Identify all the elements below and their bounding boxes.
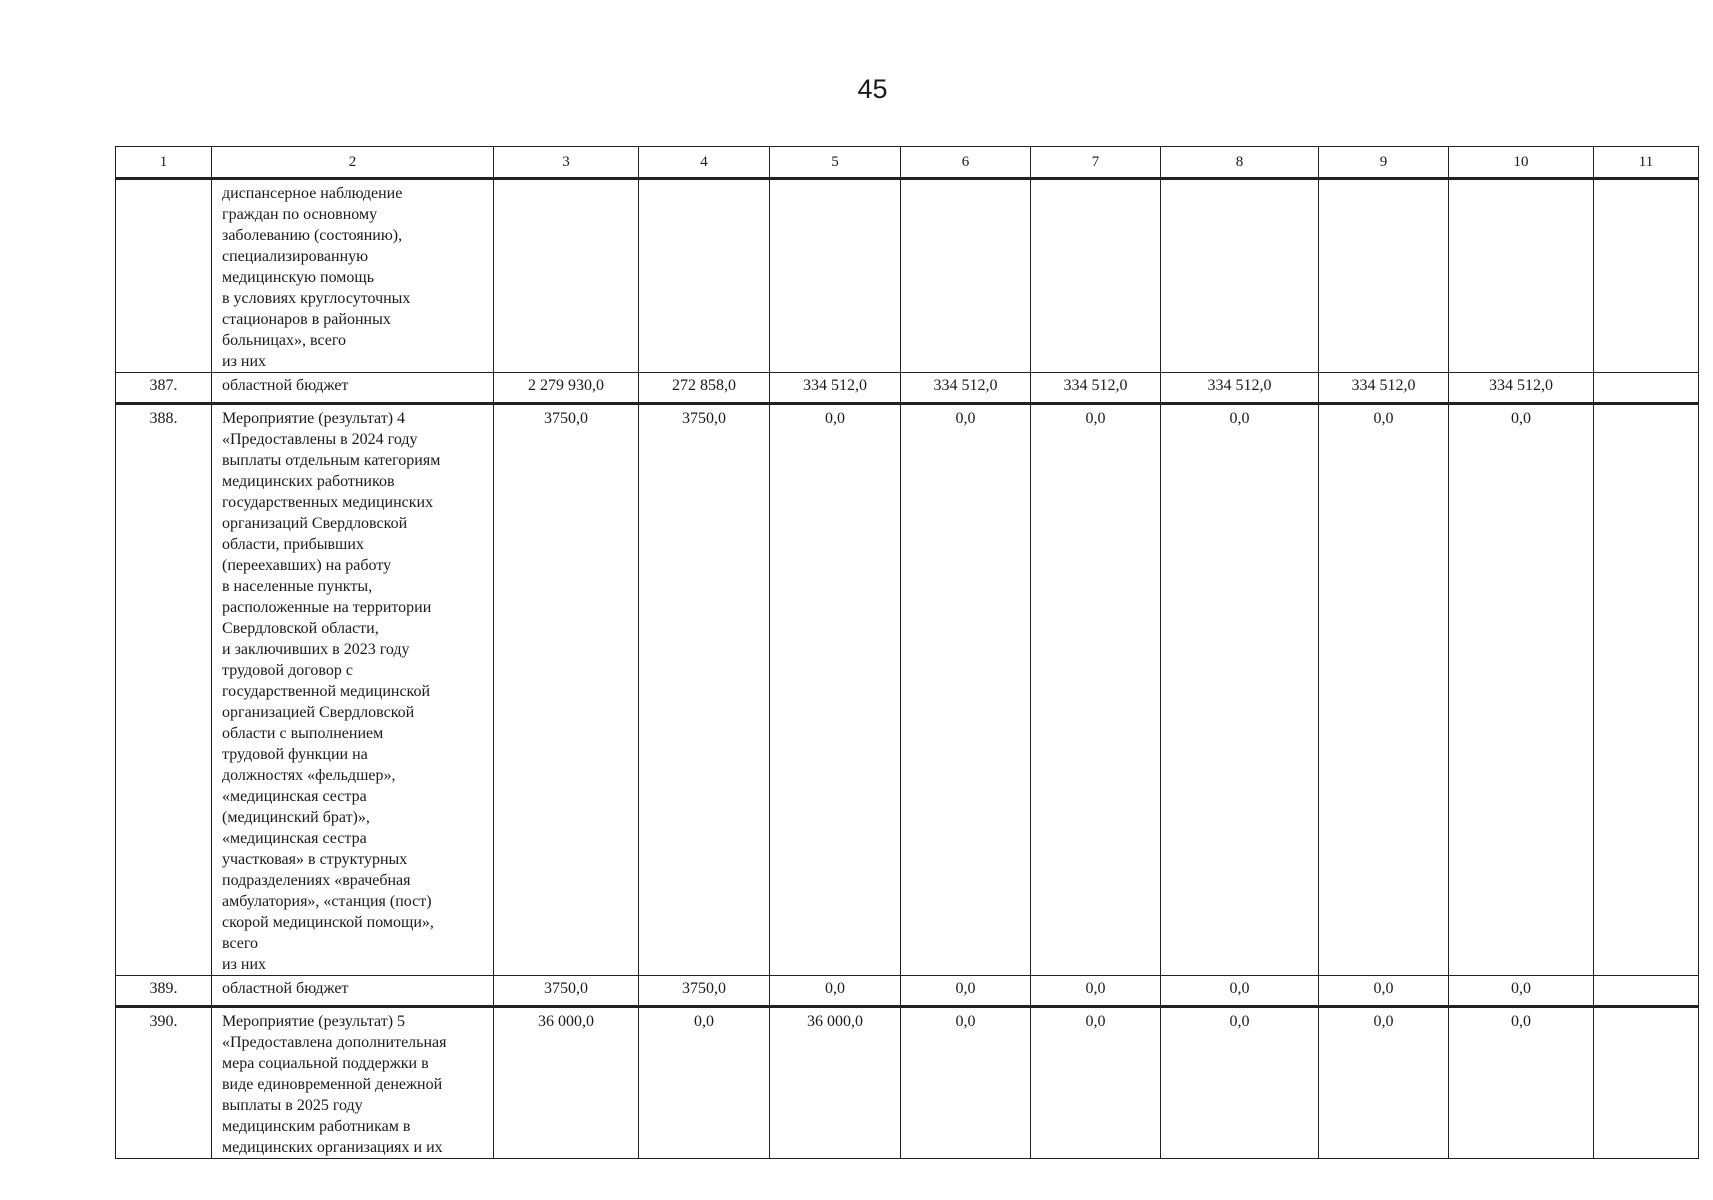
value-cell: 3750,0: [639, 404, 770, 976]
value-cell: 0,0: [1031, 404, 1161, 976]
row-number: [116, 179, 212, 373]
value-cell: 334 512,0: [1031, 373, 1161, 404]
value-cell: 334 512,0: [901, 373, 1031, 404]
value-cell: [494, 179, 639, 373]
row-number: 388.: [116, 404, 212, 976]
table-row: [116, 404, 1699, 976]
value-cell: 334 512,0: [770, 373, 901, 404]
row-number: 387.: [116, 373, 212, 404]
column-header: 10: [1449, 147, 1594, 179]
value-cell: [1449, 179, 1594, 373]
column-header: 6: [901, 147, 1031, 179]
value-cell: 0,0: [1449, 976, 1594, 1007]
value-cell: [639, 179, 770, 373]
value-cell: [1161, 179, 1319, 373]
value-cell: [1594, 1007, 1699, 1159]
column-header: 7: [1031, 147, 1161, 179]
value-cell: 0,0: [1449, 1007, 1594, 1159]
value-cell: 3750,0: [494, 404, 639, 976]
value-cell: [1031, 179, 1161, 373]
row-description: диспансерное наблюдение граждан по основному заболеванию (состоянию), специализированную медицинскую помощь в условиях круглосуточных стационаров в районных больницах», всего из них: [212, 179, 494, 373]
page-number: 45: [857, 74, 888, 104]
value-cell: 0,0: [1319, 976, 1449, 1007]
row-number: 390.: [116, 1007, 212, 1159]
value-cell: [1319, 179, 1449, 373]
value-cell: 272 858,0: [639, 373, 770, 404]
column-header: 11: [1594, 147, 1699, 179]
value-cell: [901, 179, 1031, 373]
value-cell: [770, 179, 901, 373]
table-row: [116, 1007, 1699, 1159]
column-header: 1: [116, 147, 212, 179]
value-cell: 0,0: [1031, 1007, 1161, 1159]
value-cell: 0,0: [901, 976, 1031, 1007]
row-description: областной бюджет: [212, 976, 494, 1007]
column-header: 5: [770, 147, 901, 179]
value-cell: 0,0: [1319, 1007, 1449, 1159]
value-cell: [1594, 179, 1699, 373]
value-cell: 0,0: [901, 404, 1031, 976]
value-cell: 0,0: [1031, 976, 1161, 1007]
table-row: [116, 976, 1699, 1007]
value-cell: 36 000,0: [494, 1007, 639, 1159]
value-cell: 0,0: [1161, 1007, 1319, 1159]
column-header: 3: [494, 147, 639, 179]
value-cell: 0,0: [901, 1007, 1031, 1159]
value-cell: 0,0: [770, 404, 901, 976]
value-cell: 0,0: [770, 976, 901, 1007]
column-header: 8: [1161, 147, 1319, 179]
value-cell: 334 512,0: [1161, 373, 1319, 404]
value-cell: 0,0: [1161, 404, 1319, 976]
value-cell: 0,0: [1449, 404, 1594, 976]
table-row: [116, 179, 1699, 373]
value-cell: 3750,0: [639, 976, 770, 1007]
value-cell: 0,0: [1161, 976, 1319, 1007]
value-cell: 334 512,0: [1449, 373, 1594, 404]
value-cell: 334 512,0: [1319, 373, 1449, 404]
value-cell: [1594, 404, 1699, 976]
row-description: областной бюджет: [212, 373, 494, 404]
value-cell: [1594, 373, 1699, 404]
value-cell: 3750,0: [494, 976, 639, 1007]
budget-table: [115, 146, 1699, 1159]
value-cell: 0,0: [639, 1007, 770, 1159]
table-header-row: [116, 147, 1699, 179]
value-cell: 2 279 930,0: [494, 373, 639, 404]
column-header: 9: [1319, 147, 1449, 179]
row-description: Мероприятие (результат) 5 «Предоставлена дополнительная мера социальной поддержки в виде единовременной денежной выплаты в 2025 году медицинским работникам в медицинских организациях и их: [212, 1007, 494, 1159]
value-cell: 36 000,0: [770, 1007, 901, 1159]
column-header: 4: [639, 147, 770, 179]
row-description: Мероприятие (результат) 4 «Предоставлены в 2024 году выплаты отдельным категориям медицинских работников государственных медицинских организаций Свердловской области, прибывших (переехавших) на работу в населенные пункты, расположенные на территории Свердловской области, и заключивших в 2023 году трудовой договор с государственной медицинской организацией Свердловской области с выполнением трудовой функции на должностях «фельдшер», «медицинская сестра (медицинский брат)», «медицинская сестра участковая» в структурных подразделениях «врачебная амбулатория», «станция (пост) скорой медицинской помощи», всего из них: [212, 404, 494, 976]
column-header: 2: [212, 147, 494, 179]
value-cell: [1594, 976, 1699, 1007]
value-cell: 0,0: [1319, 404, 1449, 976]
table-row: [116, 373, 1699, 404]
row-number: 389.: [116, 976, 212, 1007]
